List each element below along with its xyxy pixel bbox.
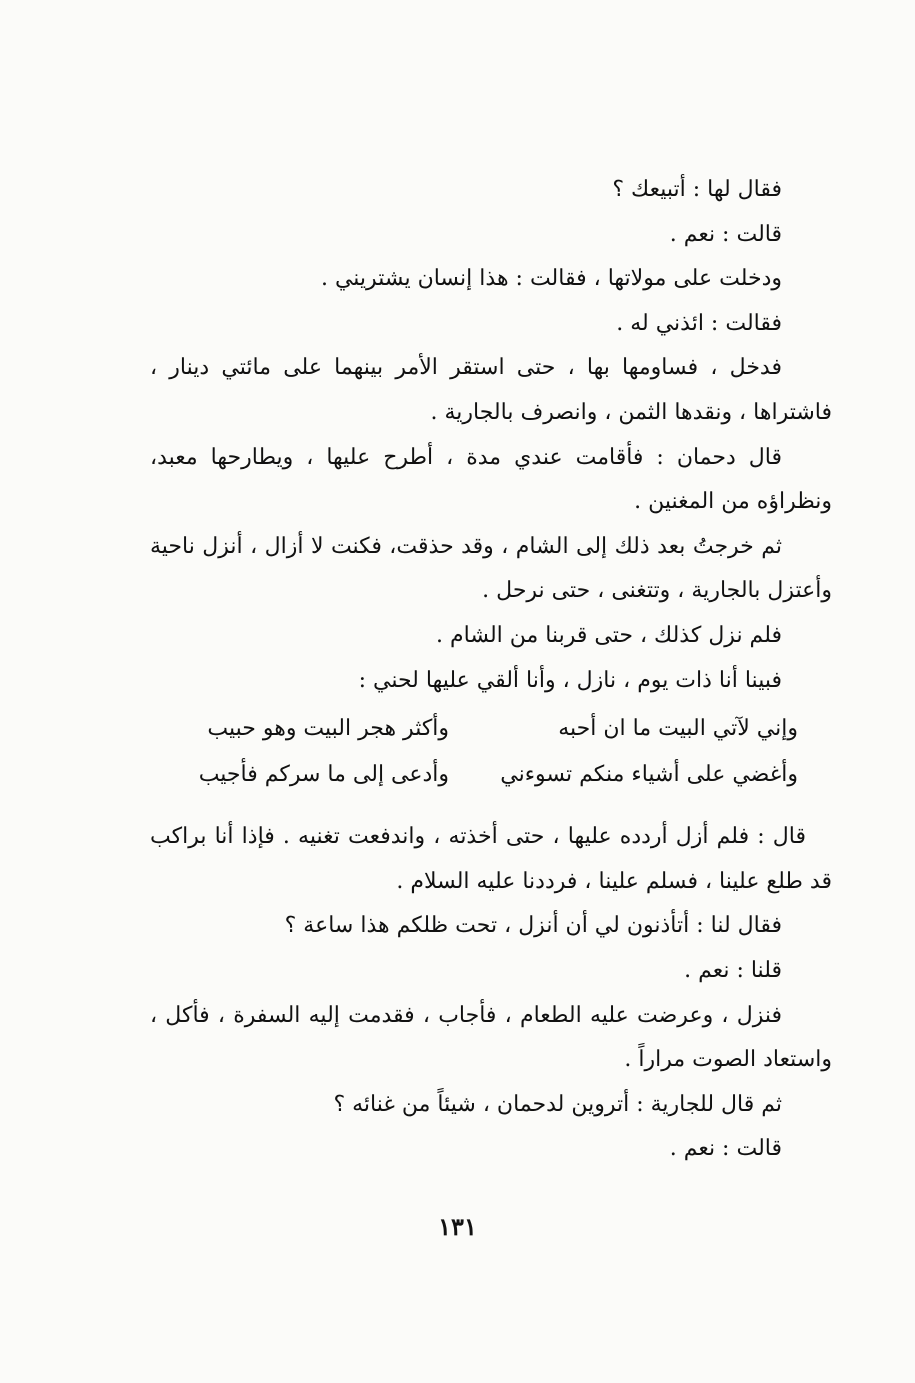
paragraph: قلنا : نعم . (684, 957, 782, 983)
paragraph: فنزل ، وعرضت عليه الطعام ، فأجاب ، فقدمت إليه السفرة ، فأكل ، واستعاد الصوت مراراً . (150, 1002, 832, 1073)
paragraph: قالت : نعم . (669, 221, 782, 247)
paragraph: قال دحمان : فأقامت عندي مدة ، أطرح عليها ، ويطارحها معبد، ونظراؤه من المغنين . (150, 444, 832, 515)
poem-verse (150, 703, 832, 815)
verse-hemistich-second: وأكثر هجر البيت وهو حبيب (207, 715, 450, 741)
verse-hemistich-first: وإني لآتي البيت ما ان أحبه (558, 715, 798, 741)
verse-line (150, 751, 832, 799)
page-number: ١٣١ (438, 1212, 477, 1241)
paragraph: فقالت : ائذني له . (616, 310, 782, 336)
paragraph: قالت : نعم . (669, 1136, 782, 1162)
paragraph: فقال لنا : أتأذنون لي أن أنزل ، تحت ظلكم هذا ساعة ؟ (284, 913, 782, 939)
paragraph: ثم خرجتُ بعد ذلك إلى الشام ، وقد حذقت، فكنت لا أزال ، أنزل ناحية وأعتزل بالجارية ، وتتغنى ، حتى نرحل . (150, 533, 832, 604)
page-text (150, 168, 832, 1172)
paragraph: فلم نزل كذلك ، حتى قربنا من الشام . (436, 622, 782, 648)
verse-line (150, 705, 832, 753)
paragraph: فبينا أنا ذات يوم ، نازل ، وأنا ألقي عليها لحني : (358, 667, 782, 693)
paragraph: ودخلت على مولاتها ، فقالت : هذا إنسان يشتريني . (320, 266, 782, 292)
paragraph: قال : فلم أزل أردده عليها ، حتى أخذته ، واندفعت تغنيه . فإذا أنا براكب قد طلع علينا ، فسلم علينا ، فرددنا عليه السلام . (150, 824, 832, 894)
verse-hemistich-second: وأدعى إلى ما سركم فأجيب (198, 761, 450, 787)
verse-hemistich-first: وأغضي على أشياء منكم تسوءني (500, 761, 798, 787)
paragraph: ثم قال للجارية : أتروين لدحمان ، شيئاً من غنائه ؟ (333, 1091, 782, 1117)
paragraph: فدخل ، فساومها بها ، حتى استقر الأمر بينهما على مائتي دينار ، فاشتراها ، ونقدها الثمن ، وانصرف بالجارية . (150, 355, 832, 425)
paragraph: فقال لها : أتبيعك ؟ (612, 177, 782, 202)
